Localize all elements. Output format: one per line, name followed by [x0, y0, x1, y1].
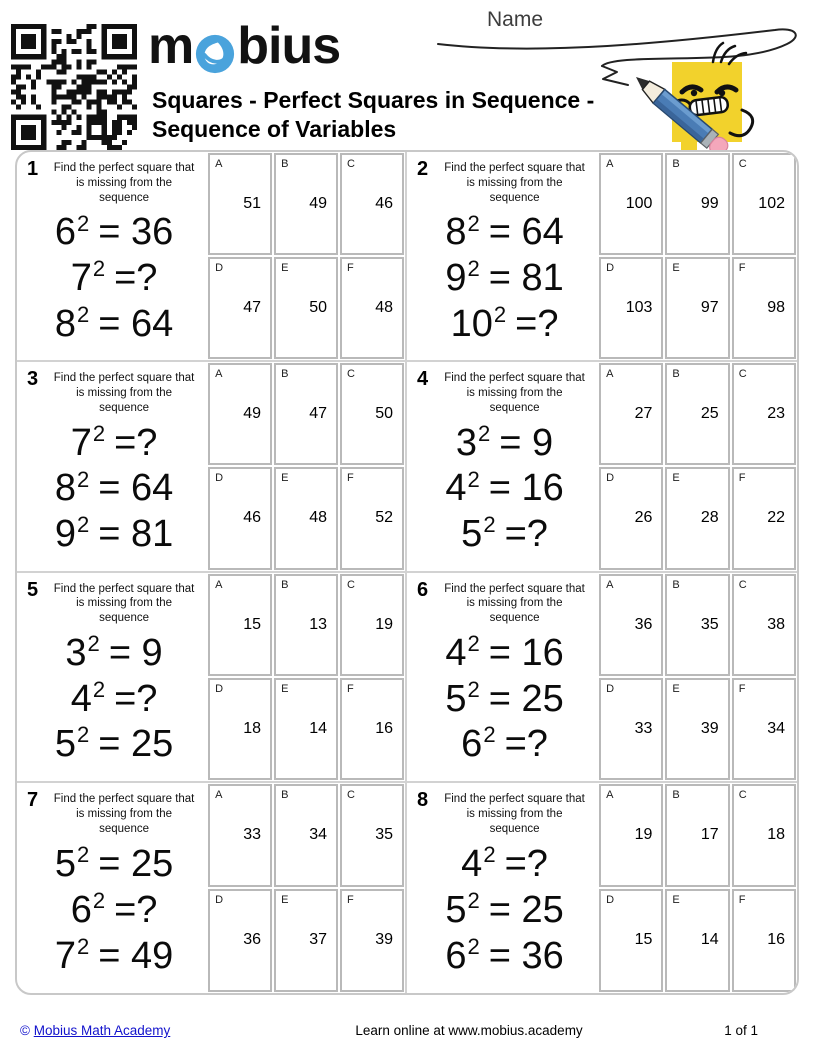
answer-option-b[interactable]: [665, 574, 729, 676]
answer-option-b[interactable]: [665, 784, 729, 887]
answer-value: 99: [700, 195, 719, 213]
answer-value: 35: [700, 615, 719, 633]
answer-letter: C: [347, 368, 355, 381]
answer-letter: F: [347, 262, 354, 275]
answer-option-c[interactable]: [732, 784, 796, 887]
name-label: Name: [487, 8, 544, 31]
answer-letter: D: [215, 262, 224, 275]
problem-statement: [17, 783, 207, 993]
equation: $4^2$ =?: [461, 842, 548, 885]
title-line-1: Squares - Perfect Squares in Sequence -: [152, 87, 595, 113]
answer-value: 48: [375, 299, 393, 317]
answer-value: 19: [634, 826, 653, 844]
answer-option-d[interactable]: [599, 257, 663, 359]
answer-option-b[interactable]: [274, 153, 338, 255]
answer-value: 18: [767, 826, 785, 844]
answer-value: 38: [767, 615, 785, 633]
answer-option-c[interactable]: [340, 153, 404, 255]
problem-cell: [407, 362, 797, 572]
equation: $7^2$ =?: [70, 256, 158, 300]
answer-grid: [598, 152, 797, 360]
equation: $6^2 = 36$: [445, 934, 564, 977]
answer-value: 39: [700, 719, 719, 737]
answer-value: 16: [767, 931, 785, 949]
equation: $5^2 = 25$: [445, 676, 564, 720]
answer-value: 18: [243, 719, 262, 737]
answer-option-f[interactable]: [732, 467, 796, 569]
answer-letter: C: [738, 788, 747, 801]
equation-list: [413, 626, 596, 776]
answer-option-e[interactable]: [274, 467, 338, 569]
answer-value: 26: [634, 509, 653, 527]
answer-value: 103: [625, 299, 653, 317]
answer-letter: D: [215, 472, 224, 485]
answer-value: 23: [767, 405, 785, 423]
answer-value: 14: [309, 719, 328, 737]
answer-letter: D: [215, 893, 224, 906]
answer-letter: A: [606, 368, 614, 381]
answer-value: 13: [309, 615, 328, 633]
answer-letter: A: [606, 158, 614, 170]
answer-value: 36: [634, 615, 653, 633]
answer-letter: B: [672, 788, 680, 801]
equation-list: [23, 416, 205, 566]
answer-option-f[interactable]: [340, 257, 404, 359]
answer-letter: C: [347, 788, 355, 801]
problem-number: 1: [27, 158, 39, 180]
equation: $4^2 = 16$: [445, 466, 564, 510]
answer-option-f[interactable]: [340, 889, 404, 992]
equation: $8^2 = 64$: [54, 466, 174, 510]
equation-list: [413, 416, 596, 566]
answer-grid: [598, 573, 797, 781]
answer-value: 25: [700, 405, 719, 423]
answer-grid: [207, 152, 405, 360]
problem-statement: [407, 362, 598, 570]
equation: $6^2$ =?: [461, 722, 548, 766]
copyright-symbol: ©: [20, 1023, 30, 1038]
answer-option-d[interactable]: [599, 889, 663, 992]
answer-value: 35: [375, 826, 393, 844]
answer-letter: E: [281, 472, 289, 485]
pencil-mascot-illustration: [430, 0, 815, 160]
equation: $5^2 = 25$: [445, 888, 564, 931]
answer-letter: F: [347, 472, 354, 485]
answer-value: 15: [243, 615, 262, 633]
logo-text-bius: bius: [237, 17, 341, 75]
answer-value: 51: [243, 195, 262, 213]
answer-option-e[interactable]: [665, 257, 729, 359]
answer-letter: E: [281, 262, 289, 275]
answer-option-f[interactable]: [340, 467, 404, 569]
problem-number: 7: [27, 788, 39, 811]
equation: $6^2$ =?: [70, 888, 158, 931]
answer-value: 36: [243, 931, 262, 949]
answer-value: 28: [700, 509, 719, 527]
answer-option-d[interactable]: [208, 678, 272, 780]
answer-letter: C: [738, 368, 747, 381]
equation: $4^2 = 16$: [445, 631, 564, 674]
publisher-link[interactable]: Mobius Math Academy: [33, 1023, 171, 1038]
equation-list: [23, 206, 205, 356]
answer-letter: C: [347, 578, 355, 591]
answer-letter: B: [672, 158, 680, 170]
answer-value: 27: [634, 405, 653, 423]
problem-cell: [407, 573, 797, 783]
answer-value: 19: [375, 615, 393, 633]
answer-option-d[interactable]: [599, 678, 663, 780]
footer-tagline: Learn online at www.mobius.academy: [355, 1023, 583, 1038]
answer-option-a[interactable]: [599, 363, 663, 465]
problem-cell: [17, 573, 407, 783]
answer-letter: D: [606, 262, 615, 275]
answer-letter: E: [672, 262, 680, 275]
page-number: 1 of 1: [724, 1023, 758, 1038]
answer-letter: D: [215, 682, 224, 695]
answer-value: 52: [375, 509, 393, 527]
answer-value: 47: [243, 299, 262, 317]
answer-letter: C: [347, 158, 355, 170]
answer-value: 50: [309, 299, 328, 317]
answer-letter: B: [281, 158, 289, 170]
problem-statement: [17, 362, 207, 570]
problem-instruction: Find the perfect square that is missing from the sequence: [444, 162, 585, 204]
answer-letter: D: [606, 893, 615, 906]
equation: $4^2$ =?: [70, 676, 158, 720]
answer-option-d[interactable]: [208, 467, 272, 569]
answer-option-c[interactable]: [732, 363, 796, 465]
answer-grid: [207, 573, 405, 781]
problem-cell: [17, 152, 407, 362]
answer-letter: B: [281, 368, 289, 381]
logo-droplet-icon: [194, 28, 236, 70]
answer-value: 48: [309, 509, 328, 527]
answer-letter: A: [606, 578, 614, 591]
equation: $9^2 = 81$: [54, 512, 174, 555]
answer-letter: D: [606, 682, 615, 695]
answer-letter: B: [281, 578, 289, 591]
answer-letter: B: [672, 578, 680, 591]
answer-value: 34: [309, 826, 328, 844]
answer-option-a[interactable]: [599, 153, 663, 255]
answer-option-b[interactable]: [665, 363, 729, 465]
answer-value: 22: [767, 509, 785, 527]
problem-cell: [17, 362, 407, 572]
problem-statement: [407, 152, 598, 360]
answer-value: 33: [243, 826, 262, 844]
answer-grid: [207, 362, 405, 570]
problem-cell: [407, 152, 797, 362]
answer-option-c[interactable]: [732, 153, 796, 255]
equation: $3^2 = 9$: [65, 631, 163, 674]
title-line-2: Sequence of Variables: [152, 116, 397, 143]
answer-letter: A: [215, 788, 223, 801]
problem-statement: [407, 783, 598, 993]
answer-letter: E: [281, 682, 289, 695]
problem-instruction: Find the perfect square that is missing from the sequence: [53, 162, 195, 204]
answer-option-c[interactable]: [732, 574, 796, 676]
answer-option-b[interactable]: [274, 784, 338, 887]
name-line: [438, 29, 796, 66]
answer-option-e[interactable]: [274, 889, 338, 992]
answer-value: 49: [309, 195, 328, 213]
logo-text-m: m: [148, 17, 194, 75]
answer-value: 50: [375, 405, 393, 423]
answer-value: 17: [700, 826, 719, 844]
answer-option-b[interactable]: [665, 153, 729, 255]
answer-option-b[interactable]: [274, 363, 338, 465]
answer-option-d[interactable]: [208, 257, 272, 359]
page-footer: [0, 1023, 815, 1038]
answer-option-e[interactable]: [665, 467, 729, 569]
mobius-logo: [148, 14, 340, 78]
problem-number: 2: [417, 158, 429, 180]
answer-letter: B: [672, 368, 680, 381]
answer-letter: F: [347, 682, 354, 695]
answer-letter: E: [281, 893, 289, 906]
answer-value: 16: [375, 719, 393, 737]
answer-letter: C: [738, 578, 747, 591]
qr-code: [11, 24, 137, 150]
problem-number: 4: [417, 368, 429, 391]
equation: $3^2 = 9$: [455, 421, 554, 464]
answer-option-e[interactable]: [274, 678, 338, 780]
problem-instruction: Find the perfect square that is missing from the sequence: [444, 582, 585, 625]
answer-letter: F: [347, 893, 354, 906]
answer-grid: [598, 362, 797, 570]
answer-option-f[interactable]: [732, 889, 796, 992]
answer-value: 39: [375, 931, 393, 949]
answer-grid: [598, 783, 797, 993]
answer-value: 34: [767, 719, 785, 737]
equation: $10^2$ =?: [450, 301, 559, 345]
problem-cell: [17, 783, 407, 993]
answer-option-a[interactable]: [599, 574, 663, 676]
answer-value: 14: [700, 931, 719, 949]
answer-option-c[interactable]: [340, 363, 404, 465]
problem-instruction: Find the perfect square that is missing from the sequence: [53, 582, 195, 625]
problem-cell: [407, 783, 797, 993]
problem-statement: [17, 152, 207, 360]
answer-option-e[interactable]: [665, 678, 729, 780]
answer-option-f[interactable]: [340, 678, 404, 780]
answer-value: 49: [243, 405, 262, 423]
answer-value: 98: [767, 299, 785, 317]
answer-letter: F: [738, 472, 746, 485]
problem-instruction: Find the perfect square that is missing from the sequence: [444, 792, 585, 835]
answer-value: 33: [634, 719, 653, 737]
problem-instruction: Find the perfect square that is missing from the sequence: [444, 372, 585, 415]
answer-letter: A: [606, 788, 614, 801]
answer-option-d[interactable]: [208, 889, 272, 992]
answer-letter: B: [281, 788, 289, 801]
scribble-zigzag: [602, 66, 628, 85]
answer-option-c[interactable]: [340, 574, 404, 676]
answer-letter: F: [738, 262, 746, 275]
equation: $9^2 = 81$: [445, 256, 564, 300]
answer-value: 46: [243, 509, 262, 527]
equation-list: [23, 626, 205, 776]
answer-letter: C: [738, 158, 747, 170]
answer-value: 100: [625, 195, 653, 213]
answer-option-e[interactable]: [274, 257, 338, 359]
answer-value: 37: [309, 931, 328, 949]
answer-value: 102: [758, 195, 785, 213]
equation: $8^2 = 64$: [54, 301, 174, 345]
equation: $7^2$ =?: [70, 421, 158, 464]
answer-letter: D: [606, 472, 615, 485]
problem-number: 3: [27, 368, 39, 391]
answer-letter: A: [215, 368, 223, 381]
problem-statement: [17, 573, 207, 781]
answer-letter: A: [215, 578, 223, 591]
equation: $5^2 = 25$: [54, 722, 174, 766]
answer-option-a[interactable]: [599, 784, 663, 887]
answer-value: 46: [375, 195, 393, 213]
problems-grid: [15, 150, 799, 995]
answer-option-a[interactable]: [208, 574, 272, 676]
answer-option-e[interactable]: [665, 889, 729, 992]
answer-letter: E: [672, 893, 680, 906]
answer-letter: F: [738, 893, 746, 906]
problem-instruction: Find the perfect square that is missing from the sequence: [53, 372, 195, 415]
problem-statement: [407, 573, 598, 781]
answer-option-c[interactable]: [340, 784, 404, 887]
answer-option-a[interactable]: [208, 363, 272, 465]
answer-grid: [207, 783, 405, 993]
answer-option-a[interactable]: [208, 784, 272, 887]
answer-value: 47: [309, 405, 328, 423]
problem-number: 5: [27, 578, 39, 601]
answer-letter: A: [215, 158, 223, 170]
answer-value: 15: [634, 931, 653, 949]
problem-number: 6: [417, 578, 429, 601]
equation: $5^2$ =?: [461, 512, 548, 555]
answer-letter: E: [672, 682, 680, 695]
answer-letter: F: [738, 682, 746, 695]
answer-value: 97: [700, 299, 719, 317]
equation: $8^2 = 64$: [445, 210, 564, 254]
equation: $7^2 = 49$: [54, 934, 174, 977]
answer-option-a[interactable]: [208, 153, 272, 255]
equation: $5^2 = 25$: [54, 842, 174, 885]
equation-list: [23, 837, 205, 989]
problem-instruction: Find the perfect square that is missing from the sequence: [53, 792, 195, 835]
equation-list: [413, 837, 596, 989]
answer-option-f[interactable]: [732, 678, 796, 780]
answer-option-d[interactable]: [599, 467, 663, 569]
problem-number: 8: [417, 788, 429, 811]
answer-option-f[interactable]: [732, 257, 796, 359]
answer-option-b[interactable]: [274, 574, 338, 676]
equation-list: [413, 206, 596, 356]
equation: $6^2 = 36$: [54, 210, 174, 254]
answer-letter: E: [672, 472, 680, 485]
